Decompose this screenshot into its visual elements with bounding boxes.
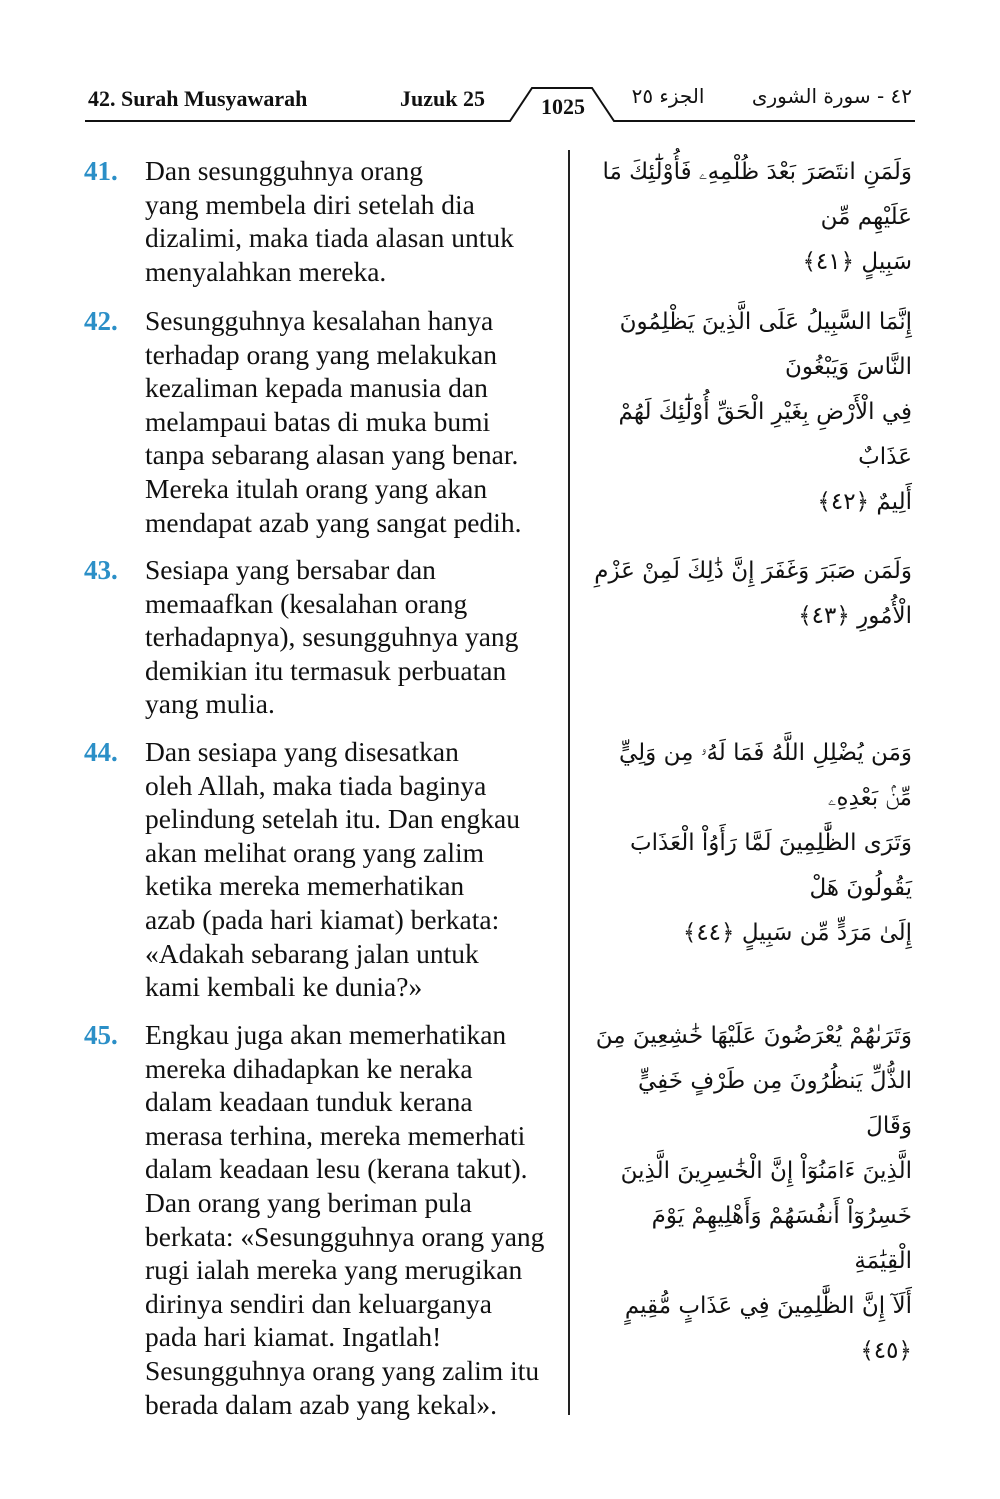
verse-arabic: وَلَمَنِ انتَصَرَ بَعْدَ ظُلْمِهِۦ فَأُوْلَٰٓئِكَ مَا عَلَيْهِم مِّن سَبِيلٍ ﴿٤١﴾ — [602, 159, 912, 275]
verse-number: 42. — [84, 306, 118, 336]
verse-number: 43. — [84, 555, 118, 585]
juzuk-label: Juzuk 25 — [400, 86, 485, 111]
surah-arabic-title: ٤٢ - سورة الشورى — [751, 84, 912, 108]
verse-arabic: وَمَن يُضْلِلِ اللَّهُ فَمَا لَهُۥ مِن وَلِيٍّ مِّنۢ بَعْدِهِۦ وَتَرَى الظَّٰلِمِينَ لَمَّا رَأَوُاْ الْعَذَابَ يَقُولُونَ هَلْ إِلَىٰ مَرَدٍّ مِّن سَبِيلٍ ﴿٤٤﴾ — [618, 740, 912, 946]
page-header — [0, 0, 1000, 140]
verse-arabic: وَلَمَن صَبَرَ وَغَفَرَ إِنَّ ذَٰلِكَ لَمِنْ عَزْمِ الْأُمُورِ ﴿٤٣﴾ — [594, 558, 912, 629]
verse-translation: Sesiapa yang bersabar dan memaafkan (kesalahan orang terhadapnya), sesungguhnya yang demikian itu termasuk perbuatan yang mulia. — [145, 554, 519, 720]
verse-translation: Engkau juga akan memerhatikan mereka dihadapkan ke neraka dalam keadaan tunduk kerana merasa terhina, mereka memerhati dalam keadaan lesu (kerana takut). Dan orang yang beriman pula berkata: «Sesungguhnya orang yang rugi ialah mereka yang merugikan dirinya sendiri dan keluarganya pada hari kiamat. Ingatlah! Sesungguhnya orang yang zalim itu berada dalam azab yang kekal». — [145, 1019, 545, 1420]
verse-translation: Sesungguhnya kesalahan hanya terhadap orang yang melakukan kezaliman kepada manusia dan melampaui batas di muka bumi tanpa sebarang alasan yang benar. Mereka itulah orang yang akan mendapat azab yang sangat pedih. — [145, 305, 522, 538]
verse-number: 45. — [84, 1020, 118, 1050]
verse-arabic: وَتَرَىٰهُمْ يُعْرَضُونَ عَلَيْهَا خَٰشِعِينَ مِنَ الذُّلِّ يَنظُرُونَ مِن طَرْفٍ خَفِيٍّ وَقَالَ الَّذِينَ ءَامَنُوٓاْ إِنَّ الْخَٰسِرِينَ الَّذِينَ خَسِرُوٓاْ أَنفُسَهُمْ وَأَهْلِيهِمْ يَوْمَ الْقِيَٰمَةِ أَلَآ إِنَّ الظَّٰلِمِينَ فِي عَذَابٍ مُّقِيمٍ ﴿٤٥﴾ — [595, 1023, 912, 1364]
verse-number: 41. — [84, 156, 118, 186]
surah-latin-title: 42. Surah Musyawarah — [88, 86, 308, 111]
header-rule — [0, 0, 1000, 140]
verse-translation: Dan sesiapa yang disesatkan oleh Allah, maka tiada baginya pelindung setelah itu. Dan engkau akan melihat orang yang zalim ketika mereka memerhatikan azab (pada hari kiamat) berkata: «Adakah sebarang jalan untuk kami kembali ke dunia?» — [145, 736, 520, 1003]
verse-translation: Dan sesungguhnya orang yang membela diri setelah dia dizalimi, maka tiada alasan untuk menyalahkan mereka. — [145, 155, 514, 287]
verse-arabic: إِنَّمَا السَّبِيلُ عَلَى الَّذِينَ يَظْلِمُونَ النَّاسَ وَيَبْغُونَ فِي الْأَرْضِ بِغَيْرِ الْحَقِّ أُوْلَٰٓئِكَ لَهُمْ عَذَابٌ أَلِيمٌ ﴿٤٢﴾ — [618, 309, 912, 515]
juz-arabic-label: الجزء ٢٥ — [631, 84, 705, 108]
column-divider — [568, 150, 570, 1415]
verse-number: 44. — [84, 737, 118, 767]
page-number: 1025 — [541, 94, 585, 119]
